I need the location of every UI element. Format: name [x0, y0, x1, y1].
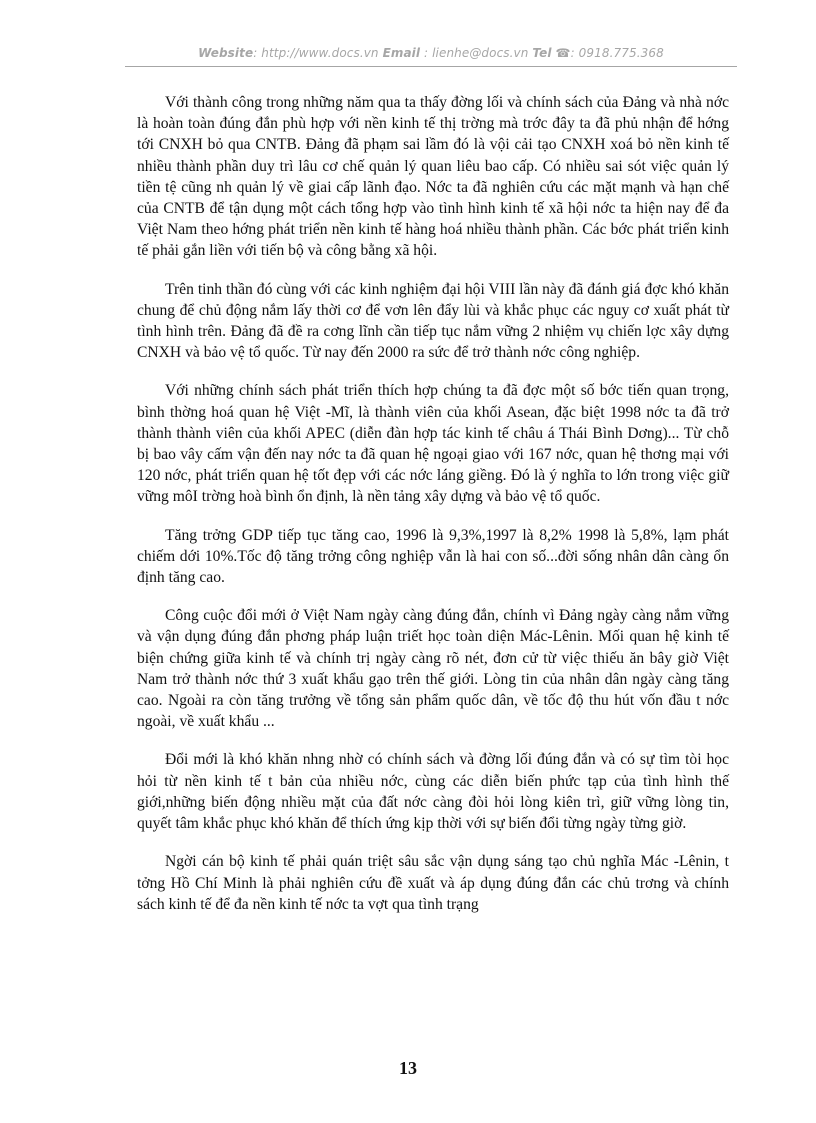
header-rule — [125, 66, 737, 67]
paragraph: Tăng trởng GDP tiếp tục tăng cao, 1996 là 9,3%,1997 là 8,2% 1998 là 5,8%, lạm phát chiếm dới 10%.Tốc độ tăng trởng công nghiệp vẫn là hai con số...đời sống nhân dân càng ổn định tăng cao. — [137, 526, 729, 587]
document-body — [137, 92, 729, 932]
paragraph: Với những chính sách phát triển thích hợp chúng ta đã đợc một số bớc tiến quan trọng, bình thờng hoá quan hệ Việt -Mĩ, là thành viên của khối Asean, đặc biệt 1998 nớc ta đã trở thành thành viên của khối APEC (diễn đàn hợp tác kinh tế châu á Thái Bình Dơng)... Từ chỗ bị bao vây cấm vận đến nay nớc ta đã quan hệ ngoại giao với 167 nớc, quan hệ thơng mại với 120 nớc, phát triển quan hệ tốt đẹp với các nớc láng giềng. Đó là ý nghĩa to lớn trong việc giữ vững môI trờng hoà bình ổn định, là nền tảng xây dựng và bảo vệ tổ quốc. — [137, 382, 729, 506]
website-label: Website — [198, 46, 254, 60]
page-number: 13 — [399, 1058, 417, 1078]
tel-label: Tel — [532, 46, 552, 60]
paragraph: Đổi mới là khó khăn nhng nhờ có chính sách và đờng lối đúng đắn và có sự tìm tòi học hỏi từ nền kinh tế t bản của nhiều nớc, cùng các diễn biến phức tạp của tình hình thế giới,những biến động nhiều mặt của đất nớc càng đòi hỏi lòng kiên trì, giữ vững lòng tin, quyết tâm khắc phục khó khăn để thích ứng kịp thời với sự biến đổi từng ngày từng giờ. — [137, 751, 729, 833]
tel-value: : 0918.775.368 — [570, 46, 664, 60]
paragraph: Trên tinh thần đó cùng với các kinh nghiệm đại hội VIII lần này đã đánh giá đợc khó khăn chung để chủ động nắm lấy thời cơ để vơn lên đẩy lùi và khắc phục các nguy cơ xuất phát từ tình hình trên. Đảng đã đề ra cơng lĩnh cần tiếp tục nắm vững 2 nhiệm vụ chiến lợc xây dựng CNXH và bảo vệ tổ quốc. Từ nay đến 2000 ra sức để trở thành nớc công nghiệp. — [137, 280, 729, 362]
email-value: : lienhe@docs.vn — [424, 46, 529, 60]
email-label: Email — [382, 46, 421, 60]
paragraph: Ngời cán bộ kinh tế phải quán triệt sâu sắc vận dụng sáng tạo chủ nghĩa Mác -Lênin, t tởng Hồ Chí Minh là phải nghiên cứu đề xuất và áp dụng đúng đắn các chủ trơng và chính sách kinh tế để đa nền kinh tế nớc ta vợt qua tình trạng — [137, 853, 729, 913]
paragraph: Với thành công trong những năm qua ta thấy đờng lối và chính sách của Đảng và nhà nớc là hoàn toàn đúng đắn phù hợp với nền kinh tế thị trờng mà trớc đây ta đã phủ nhận để hớng tới CNXH bỏ qua CNTB. Đảng đã phạm sai lầm đó là vội cải tạo CNXH xoá bỏ nền kinh tế nhiều thành phần duy trì lâu cơ chế quản lý quan liêu bao cấp. Có nhiều sai sót việc quản lý tiền tệ cũng nh quản lý về giai cấp lãnh đạo. Nớc ta đã nghiên cứu các mặt mạnh và hạn chế của CNTB để tận dụng một cách tổng hợp vào tình hình kinh tế xã hội nớc ta hiện nay để đa Việt Nam theo hớng phát triển nền kinh tế hàng hoá nhiều thành phần. Các bớc phát triển kinh tế phải gắn liền với tiến bộ và công bằng xã hội. — [137, 94, 729, 260]
phone-icon: ☎ — [555, 46, 571, 60]
page-header — [125, 46, 737, 60]
paragraph: Công cuộc đổi mới ở Việt Nam ngày càng đúng đắn, chính vì Đảng ngày càng nắm vững và vận dụng đúng đắn phơng pháp luận triết học toàn diện Mác-Lênin. Mối quan hệ kinh tế biện chứng giữa kinh tế và chính trị ngày càng rõ nét, đơn cử từ việc thiếu ăn bây giờ Việt Nam trở thành nớc thứ 3 xuất khẩu gạo trên thế giới. Lòng tin của nhân dân ngày càng tăng cao. Ngoài ra còn tăng trưởng về tổng sản phẩm quốc dân, về tốc độ thu hút vốn đầu t nớc ngoài, về xuất khẩu ... — [137, 607, 729, 731]
website-value: : http://www.docs.vn — [253, 46, 379, 60]
